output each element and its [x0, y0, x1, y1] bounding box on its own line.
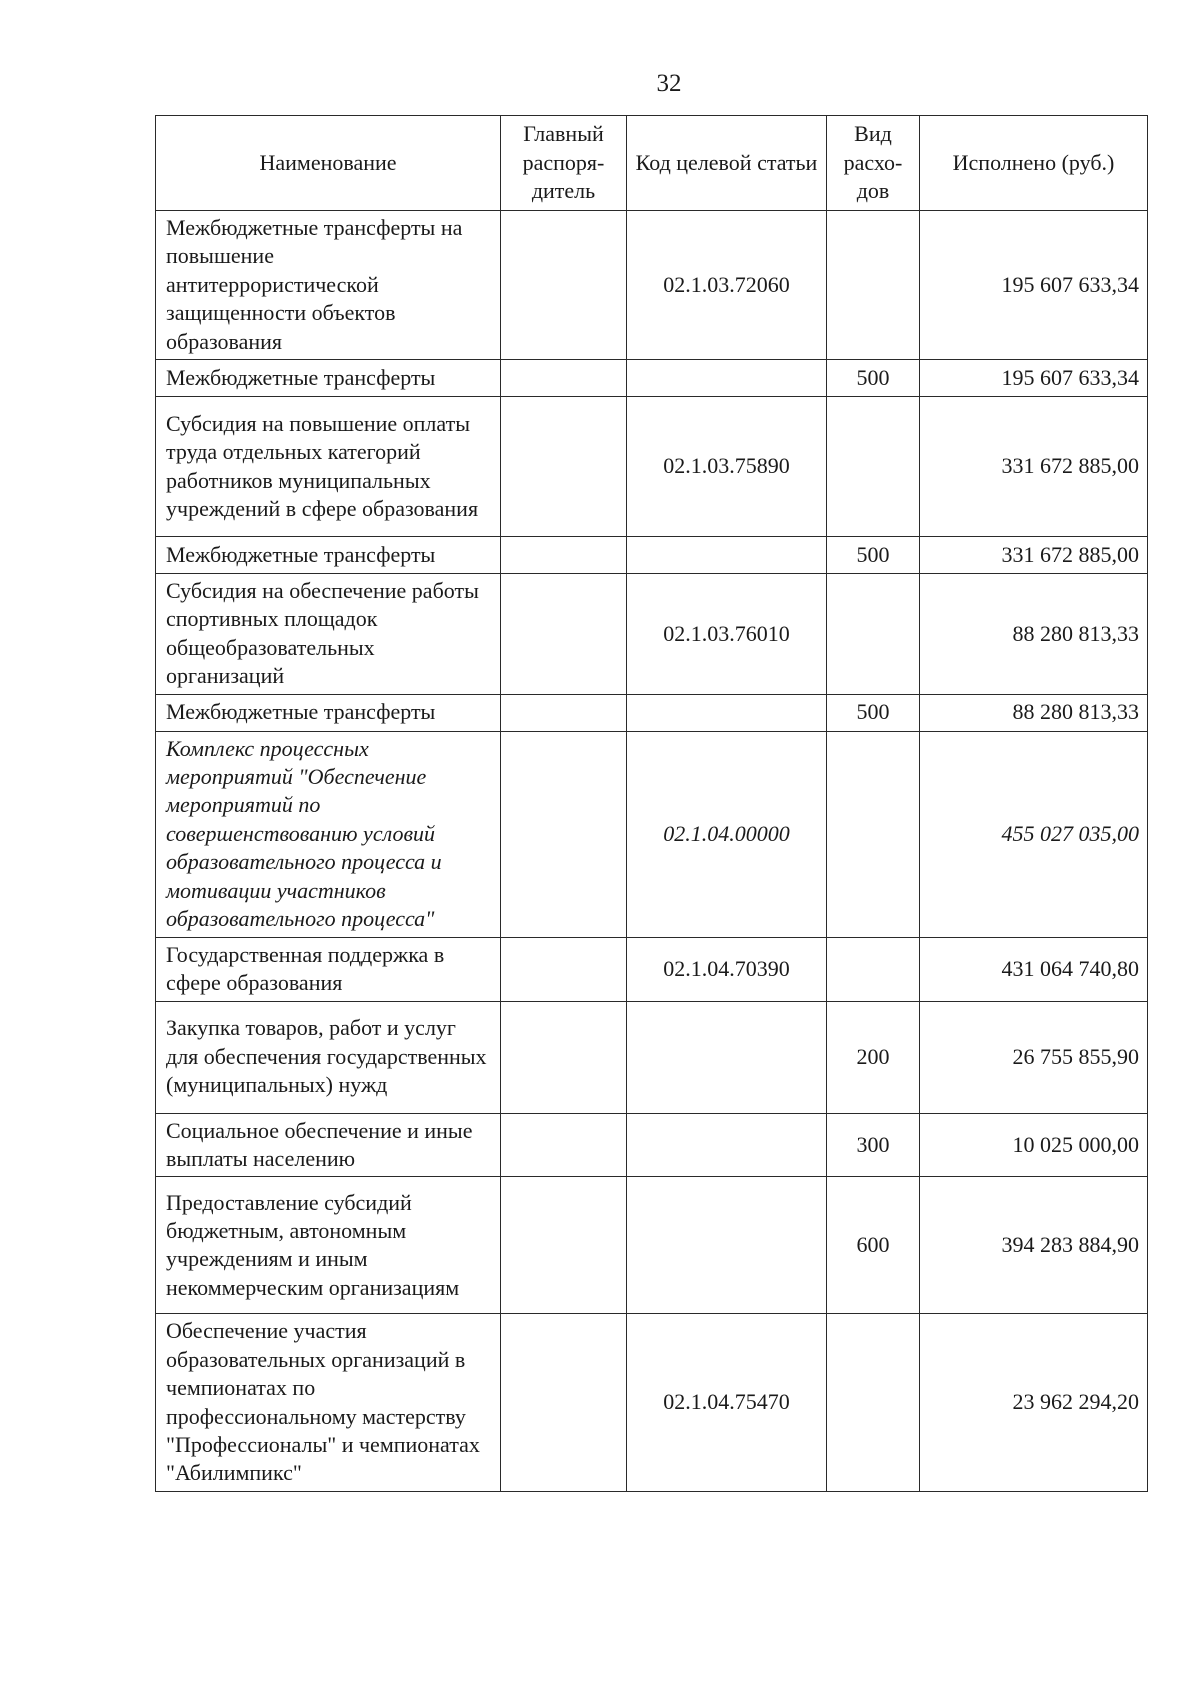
header-type: Вид расхо-дов [827, 116, 920, 211]
cell-admin [501, 211, 627, 360]
cell-name: Закупка товаров, работ и услуг для обеспечения государственных (муниципальных) нужд [156, 1001, 501, 1113]
cell-name: Комплекс процессных мероприятий "Обеспечение мероприятий по совершенствованию условий образовательного процесса и мотивации участников образовательного процесса" [156, 731, 501, 937]
cell-name: Субсидия на повышение оплаты труда отдельных категорий работников муниципальных учреждений в сфере образования [156, 397, 501, 537]
table-body [156, 211, 1148, 1492]
cell-amount: 195 607 633,34 [920, 211, 1148, 360]
cell-amount: 88 280 813,33 [920, 694, 1148, 731]
cell-amount: 331 672 885,00 [920, 397, 1148, 537]
cell-code [627, 1001, 827, 1113]
table-row [156, 1177, 1148, 1314]
cell-code: 02.1.03.76010 [627, 574, 827, 695]
cell-code [627, 1177, 827, 1314]
cell-amount: 331 672 885,00 [920, 537, 1148, 574]
page-number: 32 [656, 70, 682, 97]
cell-admin [501, 937, 627, 1001]
cell-code [627, 1113, 827, 1177]
table-row [156, 1113, 1148, 1177]
cell-name: Межбюджетные трансферты [156, 537, 501, 574]
cell-type [827, 937, 920, 1001]
cell-admin [501, 731, 627, 937]
table-header-row [156, 116, 1148, 211]
cell-type: 300 [827, 1113, 920, 1177]
cell-type [827, 574, 920, 695]
cell-amount: 431 064 740,80 [920, 937, 1148, 1001]
table-row [156, 1001, 1148, 1113]
cell-amount: 195 607 633,34 [920, 360, 1148, 397]
cell-name: Социальное обеспечение и иные выплаты населению [156, 1113, 501, 1177]
table-row [156, 211, 1148, 360]
cell-admin [501, 1001, 627, 1113]
cell-name: Межбюджетные трансферты [156, 360, 501, 397]
cell-amount: 26 755 855,90 [920, 1001, 1148, 1113]
cell-admin [501, 574, 627, 695]
header-admin: Главный распоря-дитель [501, 116, 627, 211]
cell-code: 02.1.04.00000 [627, 731, 827, 937]
cell-amount: 455 027 035,00 [920, 731, 1148, 937]
cell-admin [501, 1177, 627, 1314]
cell-amount: 10 025 000,00 [920, 1113, 1148, 1177]
table-row [156, 1314, 1148, 1491]
table-row [156, 360, 1148, 397]
cell-name: Государственная поддержка в сфере образования [156, 937, 501, 1001]
header-amount: Исполнено (руб.) [920, 116, 1148, 211]
cell-name: Обеспечение участия образовательных организаций в чемпионатах по профессиональному мастерству "Профессионалы" и чемпионатах "Абилимпикс" [156, 1314, 501, 1491]
cell-code: 02.1.03.72060 [627, 211, 827, 360]
cell-type: 500 [827, 360, 920, 397]
cell-type: 200 [827, 1001, 920, 1113]
table-row [156, 397, 1148, 537]
cell-code: 02.1.04.75470 [627, 1314, 827, 1491]
table-row [156, 537, 1148, 574]
cell-admin [501, 397, 627, 537]
cell-type [827, 1314, 920, 1491]
cell-type [827, 397, 920, 537]
cell-admin [501, 360, 627, 397]
cell-admin [501, 1314, 627, 1491]
cell-admin [501, 694, 627, 731]
cell-code [627, 694, 827, 731]
budget-execution-table [155, 115, 1148, 1492]
cell-code: 02.1.04.70390 [627, 937, 827, 1001]
header-code: Код целевой статьи [627, 116, 827, 211]
cell-admin [501, 537, 627, 574]
cell-code [627, 360, 827, 397]
cell-name: Субсидия на обеспечение работы спортивных площадок общеобразовательных организаций [156, 574, 501, 695]
header-name: Наименование [156, 116, 501, 211]
cell-amount: 23 962 294,20 [920, 1314, 1148, 1491]
cell-type: 500 [827, 537, 920, 574]
table-row [156, 937, 1148, 1001]
cell-amount: 394 283 884,90 [920, 1177, 1148, 1314]
cell-type [827, 211, 920, 360]
table-row [156, 694, 1148, 731]
cell-type: 500 [827, 694, 920, 731]
cell-code [627, 537, 827, 574]
cell-type: 600 [827, 1177, 920, 1314]
cell-admin [501, 1113, 627, 1177]
cell-name: Межбюджетные трансферты [156, 694, 501, 731]
table-row [156, 731, 1148, 937]
cell-amount: 88 280 813,33 [920, 574, 1148, 695]
table-row [156, 574, 1148, 695]
cell-code: 02.1.03.75890 [627, 397, 827, 537]
cell-name: Межбюджетные трансферты на повышение антитеррористической защищенности объектов образования [156, 211, 501, 360]
cell-name: Предоставление субсидий бюджетным, автономным учреждениям и иным некоммерческим организациям [156, 1177, 501, 1314]
cell-type [827, 731, 920, 937]
